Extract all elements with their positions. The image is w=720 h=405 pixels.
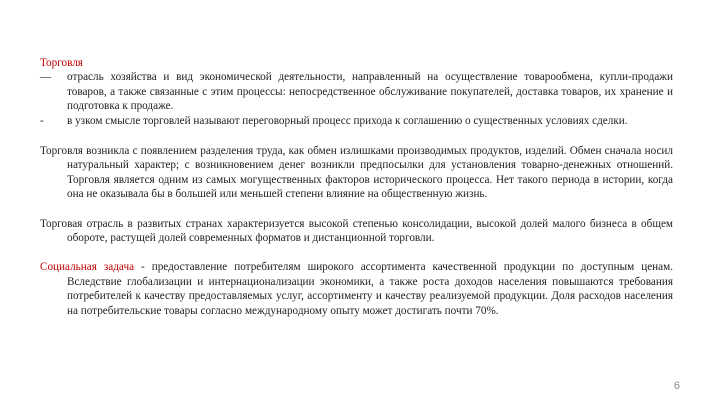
definition-item-text: в узком смысле торговлей называют переговорный процесс прихода к соглашению о существенных условиях сделки.: [67, 114, 628, 127]
developed-countries-paragraph: Торговая отрасль в развитых странах характеризуется высокой степенью консолидации, высокой долей малого бизнеса в общем обороте, растущей долей современных форматов и дистанционной торговли.: [40, 217, 673, 245]
social-task-paragraph: [40, 260, 673, 318]
definition-term: Торговля: [40, 57, 83, 69]
spacer: [40, 245, 673, 260]
definition-item: [40, 114, 673, 128]
page-number: 6: [673, 380, 680, 392]
definition-item-marker: —: [40, 71, 52, 84]
spacer: [40, 128, 673, 144]
history-paragraph: Торговля возникла с появлением разделения труда, как обмен излишками производимых продуктов, изделий. Обмен сначала носил натуральный характер; с возникновением денег возникли предпосылки для установления товарно-денежных отношений. Торговля является одним из самых могущественных факторов исторического процесса. Нет такого периода в истории, когда она не оказывала бы в большей или меньшей степени влияние на общественную жизнь.: [40, 145, 673, 201]
definition-item-text: отрасль хозяйства и вид экономической деятельности, направленный на осуществление товарообмена, купли-продажи товаров, а также связанные с этим процессы: непосредственное обслуживание покупателей, доставка товаров, их хранение и подготовка к продаже.: [67, 71, 673, 113]
definition-item: [40, 70, 673, 113]
definition-item-marker: -: [40, 114, 44, 127]
social-task-text: - предоставление потребителям широкого ассортимента качественной продукции по доступным ценам. Вследствие глобализации и интернационализации экономики, а также роста доходов населения повышаются требования потребителей к качеству предоставляемых услуг, ассортименту и качеству реализуемой продукции. Доля расходов населения на потребительские товары согласно международному опыту может достигать почти 70%.: [67, 261, 673, 317]
social-task-label: Социальная задача: [40, 261, 135, 274]
spacer: [40, 202, 673, 217]
slide-content: [40, 56, 673, 318]
